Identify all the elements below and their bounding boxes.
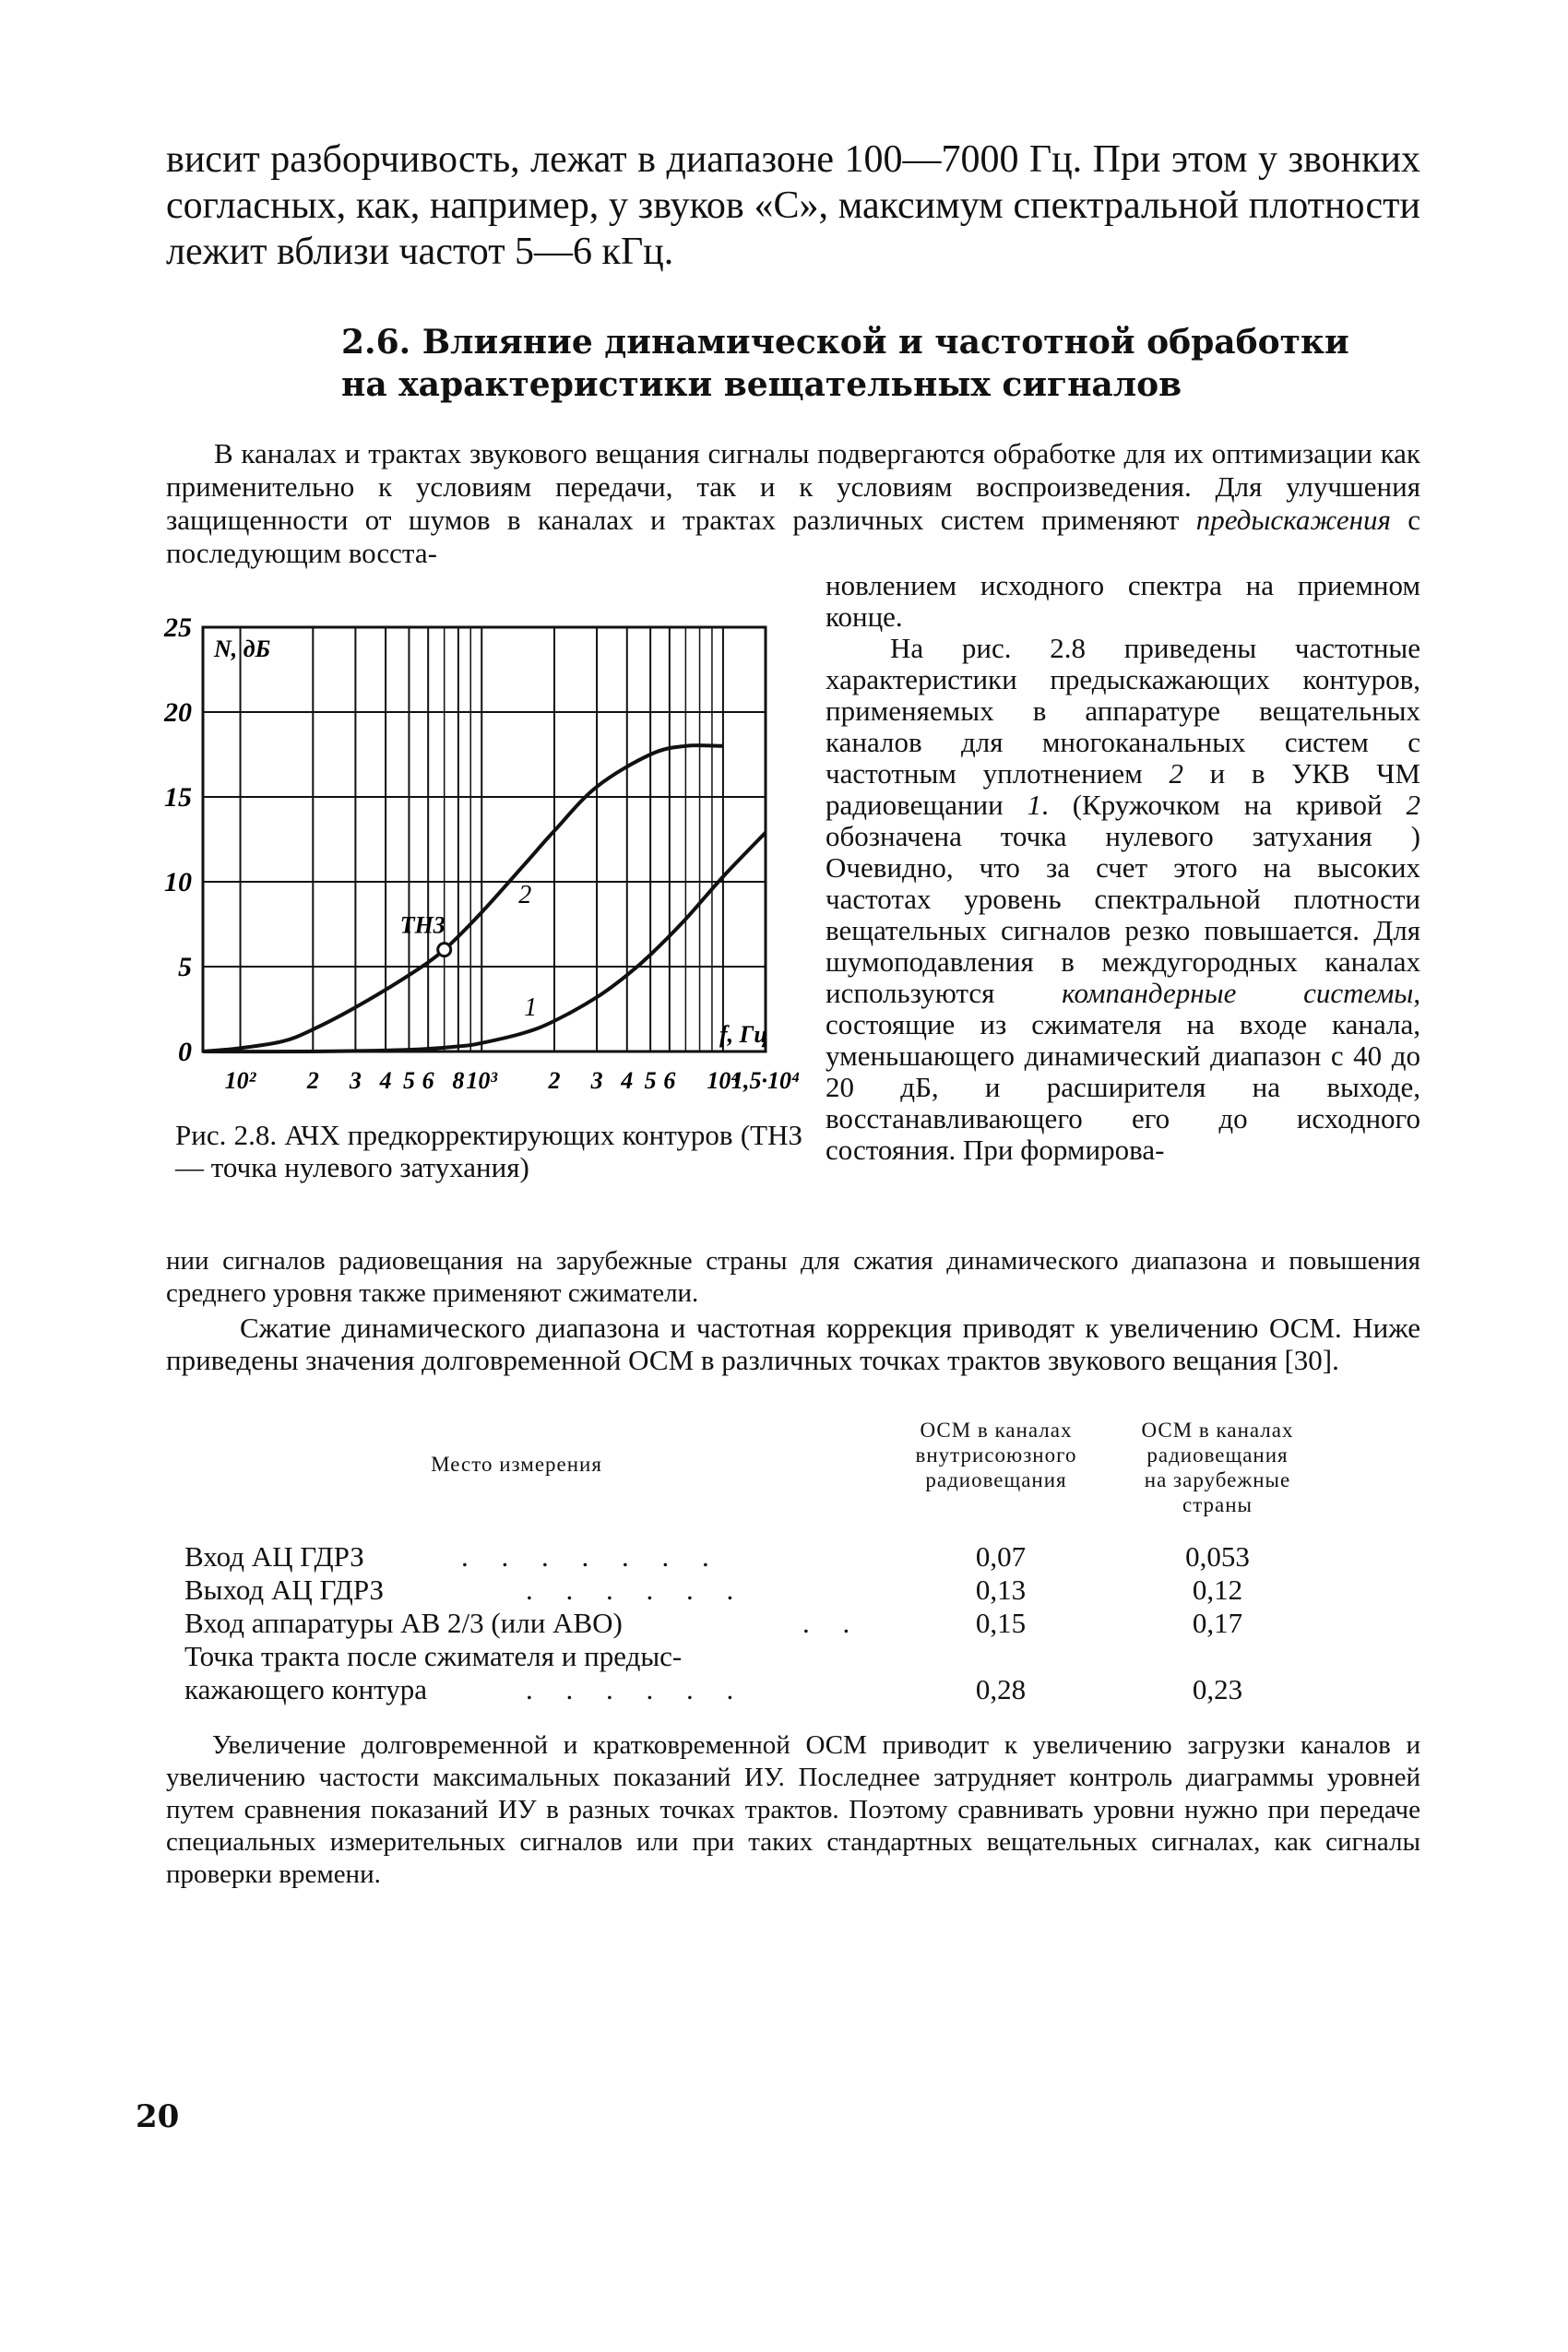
row-place: Вход АЦ ГДРЗ (184, 1540, 364, 1573)
series-2-line (203, 745, 723, 1051)
p3-part-a: На рис. 2.8 приведены частотные характеристики предыскажающих контуров, применяемых в аппаратуре вещательных каналов для многоканальных систем с частотным уплотнением (826, 632, 1420, 790)
y-tick-label: 10 (164, 867, 192, 897)
col2-line4: страны (1182, 1493, 1253, 1516)
table-header-place: Место измерения (431, 1453, 602, 1476)
row-value-1: 0,07 (975, 1540, 1027, 1573)
col1-line3: радиовещания (925, 1468, 1067, 1491)
x-tick-label: 10² (224, 1067, 256, 1094)
paragraph-compression: Сжатие динамического диапазона и частотная коррекция приводят к увеличению ОСМ. Ниже приведены значения долговременной ОСМ в различных точках трактов звукового вещания [30]. (166, 1312, 1420, 1376)
col2-line3: на зарубежные (1144, 1468, 1291, 1491)
plot-frame (203, 627, 766, 1051)
table-row (184, 1574, 1319, 1607)
row-value-1: 0,13 (975, 1574, 1027, 1606)
row-value-1: 0,15 (975, 1607, 1027, 1639)
col1-line2: внутрисоюзного (915, 1443, 1077, 1467)
col2-line2: радиовещания (1146, 1443, 1289, 1467)
series-1-line (203, 833, 766, 1051)
series-2-label: 2 (518, 881, 532, 910)
section-heading-line-2: на характеристики вещательных сигналов (341, 365, 1182, 404)
y-tick-label: 25 (164, 618, 192, 643)
row-value-2: 0,12 (1192, 1574, 1243, 1606)
y-tick-label: 5 (178, 952, 192, 982)
x-tick-label: 2 (306, 1067, 319, 1094)
table-row (184, 1607, 1319, 1640)
leader-dots: . . . . . . (526, 1574, 747, 1606)
x-tick-label: 1,5·10⁴ (731, 1067, 801, 1094)
chart-curves (203, 745, 766, 1051)
tnz-point (438, 944, 451, 956)
p2-start: В каналах и трактах звукового вещания сигналы подвергаются обработке для их оптимизации как применительно к условиям передачи, так и к условиям воспроизведения. Для улучшения защищенности от шумов в каналах и трактах различных систем применяют (166, 437, 1420, 536)
row-value-1: 0,28 (975, 1673, 1027, 1705)
paragraph-processing (166, 437, 1420, 570)
col2-line1: ОСМ в каналах (1141, 1419, 1294, 1442)
table-header-col1 (867, 1418, 1125, 1492)
row-place: Выход АЦ ГДРЗ (184, 1574, 384, 1606)
x-tick-label: 6 (422, 1067, 434, 1094)
section-heading (341, 321, 1402, 406)
p2-end: с последующим восста- (166, 504, 1421, 569)
page-number: 20 (136, 2098, 180, 2135)
x-tick-label: 8 (452, 1067, 465, 1094)
p3-part-c: . (Кружочком на кривой (1041, 789, 1407, 821)
y-axis-label: N, дБ (214, 636, 271, 662)
x-tick-label: 10³ (466, 1067, 498, 1094)
p3-curve-2: 2 (1169, 757, 1183, 790)
x-tick-label: 10⁴ (707, 1067, 740, 1094)
row-value-2: 0,23 (1192, 1673, 1243, 1705)
leader-dots: . . (802, 1607, 863, 1639)
p3-part-d: обозначена точка нулевого затухания ) Очевидно, что за счет этого на высоких частотах уровень спектральной плотности вещательных сигналов резко повышается. Для шумоподавления в междугородных каналах используются (826, 820, 1420, 1009)
x-tick-label: 5 (644, 1067, 657, 1094)
table-row (184, 1540, 1319, 1574)
x-tick-label: 3 (349, 1067, 362, 1094)
x-tick-label: 6 (663, 1067, 676, 1094)
paragraph-figure-continued: нии сигналов радиовещания на зарубежные страны для сжатия динамического диапазона и повышения среднего уровня также применяют сжиматели. (166, 1246, 1420, 1308)
chart-grid (203, 627, 766, 1051)
p2-emphasis: предыскажения (1195, 504, 1391, 536)
paragraph-figure-description (826, 633, 1420, 1166)
leader-dots: . . . . . . (526, 1673, 747, 1705)
section-heading-line-1: 2.6. Влияние динамической и частотной обработки (341, 323, 1349, 362)
row-place: Вход аппаратуры АВ 2/3 (или АВО) (184, 1607, 623, 1639)
paragraph-conclusion: Увеличение долговременной и кратковременной ОСМ приводит к увеличению загрузки каналов и увеличению частости максимальных показаний ИУ. Последнее затрудняет контроль диаграммы уровней путем сравнения показаний ИУ в разных точках трактов. Поэтому сравнивать уровни нужно при передаче специальных измерительных сигналов или при таких стандартных вещательных сигналах, как сигналы проверки времени. (166, 1730, 1420, 1889)
table-row (184, 1640, 1319, 1706)
y-tick-label: 15 (164, 782, 192, 813)
y-tick-label: 0 (178, 1037, 192, 1067)
row-place-line1: Точка тракта после сжимателя и предыс- (184, 1640, 683, 1672)
figure-caption: Рис. 2.8. АЧХ предкорректирующих контуров (ТНЗ — точка нулевого затухания) (175, 1119, 802, 1183)
p3-part-b: и в УКВ ЧМ радиовещании (826, 757, 1420, 821)
y-tick-label: 20 (164, 697, 192, 728)
row-value-2: 0,17 (1192, 1607, 1243, 1639)
tnz-label: ТНЗ (399, 911, 446, 939)
p3-curve-1: 1 (1027, 789, 1042, 821)
x-axis-label: f, Гц (719, 1021, 767, 1048)
p3-part-e: состоящие из сжимателя на входе канала, уменьшающего динамический диапазон с 40 до 20 дБ, и расширителя на выходе, восстанавливающего его до исходного состояния. При формирова- (826, 1008, 1420, 1166)
x-tick-label: 5 (402, 1067, 415, 1094)
x-tick-label: 4 (621, 1067, 634, 1094)
paragraph-intro: висит разборчивость, лежат в диапазоне 100—7000 Гц. При этом у звонких согласных, как, например, у звуков «С», максимум спектральной плотности лежит вблизи частот 5—6 кГц. (166, 138, 1420, 273)
table-header-col2 (1088, 1418, 1347, 1517)
row-place-line2: кажающего контура (184, 1673, 427, 1705)
p2-wrap: новлением исходного спектра на приемном конце. (826, 569, 1420, 633)
x-tick-label: 4 (379, 1067, 392, 1094)
p3-curve-2b: 2 (1406, 789, 1420, 821)
frequency-response-chart (157, 618, 821, 1107)
series-1-label: 1 (524, 993, 538, 1023)
leader-dots: . . . . . . . (461, 1540, 722, 1573)
p3-emphasis: компандерные системы, (1062, 977, 1420, 1009)
x-tick-label: 2 (548, 1067, 561, 1094)
x-tick-label: 3 (590, 1067, 603, 1094)
wrapped-text-column (826, 570, 1420, 1166)
col1-line1: ОСМ в каналах (920, 1419, 1073, 1442)
row-value-2: 0,053 (1185, 1540, 1250, 1573)
